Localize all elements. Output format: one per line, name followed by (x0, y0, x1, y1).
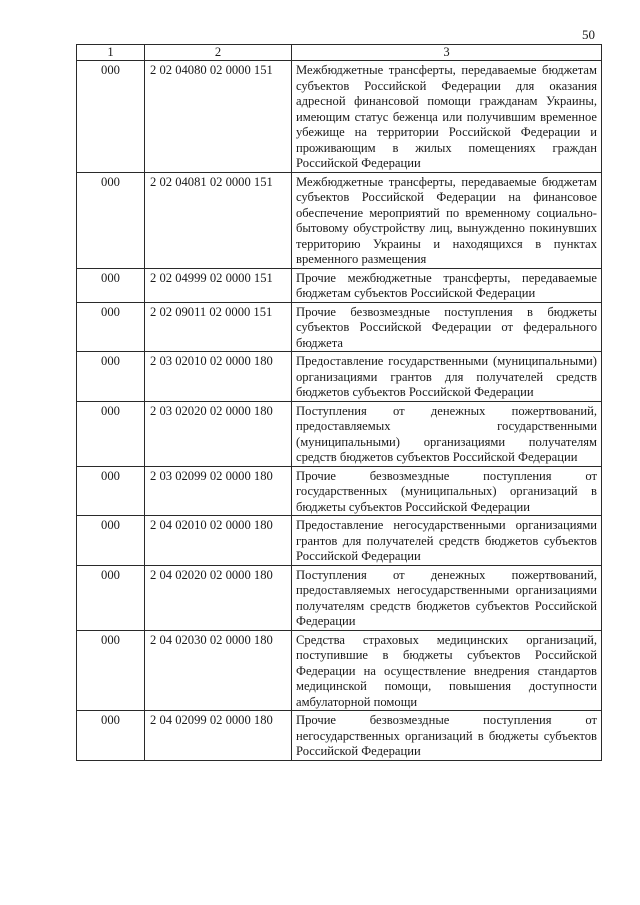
admin-code-cell: 000 (77, 711, 145, 761)
admin-code-cell: 000 (77, 516, 145, 566)
admin-code-cell: 000 (77, 401, 145, 466)
budget-code-cell: 2 03 02010 02 0000 180 (145, 352, 292, 402)
budget-code-cell: 2 02 09011 02 0000 151 (145, 302, 292, 352)
description-cell: Поступления от денежных пожертвований, предоставляемых негосударственными организациями получателям средств бюджетов субъектов Российской Федерации (292, 565, 602, 630)
header-col-3: 3 (292, 45, 602, 61)
budget-code-cell: 2 02 04080 02 0000 151 (145, 61, 292, 173)
admin-code-cell: 000 (77, 268, 145, 302)
header-col-1: 1 (77, 45, 145, 61)
table-row (77, 302, 602, 352)
table-row (77, 466, 602, 516)
budget-code-cell: 2 03 02020 02 0000 180 (145, 401, 292, 466)
table-row (77, 711, 602, 761)
description-cell: Прочие межбюджетные трансферты, передаваемые бюджетам субъектов Российской Федерации (292, 268, 602, 302)
admin-code-cell: 000 (77, 172, 145, 268)
budget-code-cell: 2 04 02010 02 0000 180 (145, 516, 292, 566)
budget-code-cell: 2 02 04999 02 0000 151 (145, 268, 292, 302)
budget-code-cell: 2 03 02099 02 0000 180 (145, 466, 292, 516)
table-row (77, 516, 602, 566)
admin-code-cell: 000 (77, 466, 145, 516)
table-row (77, 61, 602, 173)
admin-code-cell: 000 (77, 630, 145, 711)
revenue-codes-table (76, 44, 602, 761)
description-cell: Прочие безвозмездные поступления от негосударственных организаций в бюджеты субъектов Российской Федерации (292, 711, 602, 761)
budget-code-cell: 2 04 02020 02 0000 180 (145, 565, 292, 630)
budget-code-cell: 2 04 02030 02 0000 180 (145, 630, 292, 711)
table-row (77, 172, 602, 268)
description-cell: Поступления от денежных пожертвований, предоставляемых государственными (муниципальными) организациями получателям средств бюджетов субъектов Российской Федерации (292, 401, 602, 466)
description-cell: Межбюджетные трансферты, передаваемые бюджетам субъектов Российской Федерации для оказания адресной финансовой помощи гражданам Украины, имеющим статус беженца или получившим временное убежище на территории Российской Федерации и проживающим в жилых помещениях граждан Российской Федерации (292, 61, 602, 173)
description-cell: Межбюджетные трансферты, передаваемые бюджетам субъектов Российской Федерации на финансовое обеспечение мероприятий по временному социально-бытовому обустройству лиц, вынужденно покинувших территорию Украины и находящихся в пунктах временного размещения (292, 172, 602, 268)
description-cell: Прочие безвозмездные поступления в бюджеты субъектов Российской Федерации от федерального бюджета (292, 302, 602, 352)
page-number: 50 (582, 27, 595, 42)
description-cell: Средства страховых медицинских организаций, поступившие в бюджеты субъектов Российской Федерации на осуществление внедрения стандартов медицинской помощи, повышения доступности амбулаторной помощи (292, 630, 602, 711)
table-row (77, 268, 602, 302)
admin-code-cell: 000 (77, 565, 145, 630)
header-col-2: 2 (145, 45, 292, 61)
table-row (77, 352, 602, 402)
table-row (77, 401, 602, 466)
budget-code-cell: 2 04 02099 02 0000 180 (145, 711, 292, 761)
description-cell: Предоставление негосударственными организациями грантов для получателей средств бюджетов субъектов Российской Федерации (292, 516, 602, 566)
admin-code-cell: 000 (77, 61, 145, 173)
budget-code-cell: 2 02 04081 02 0000 151 (145, 172, 292, 268)
description-cell: Прочие безвозмездные поступления от государственных (муниципальных) организаций в бюджеты субъектов Российской Федерации (292, 466, 602, 516)
admin-code-cell: 000 (77, 302, 145, 352)
description-cell: Предоставление государственными (муниципальными) организациями грантов для получателей средств бюджетов субъектов Российской Федерации (292, 352, 602, 402)
table-row (77, 630, 602, 711)
table-row (77, 565, 602, 630)
table-header-row (77, 45, 602, 61)
admin-code-cell: 000 (77, 352, 145, 402)
